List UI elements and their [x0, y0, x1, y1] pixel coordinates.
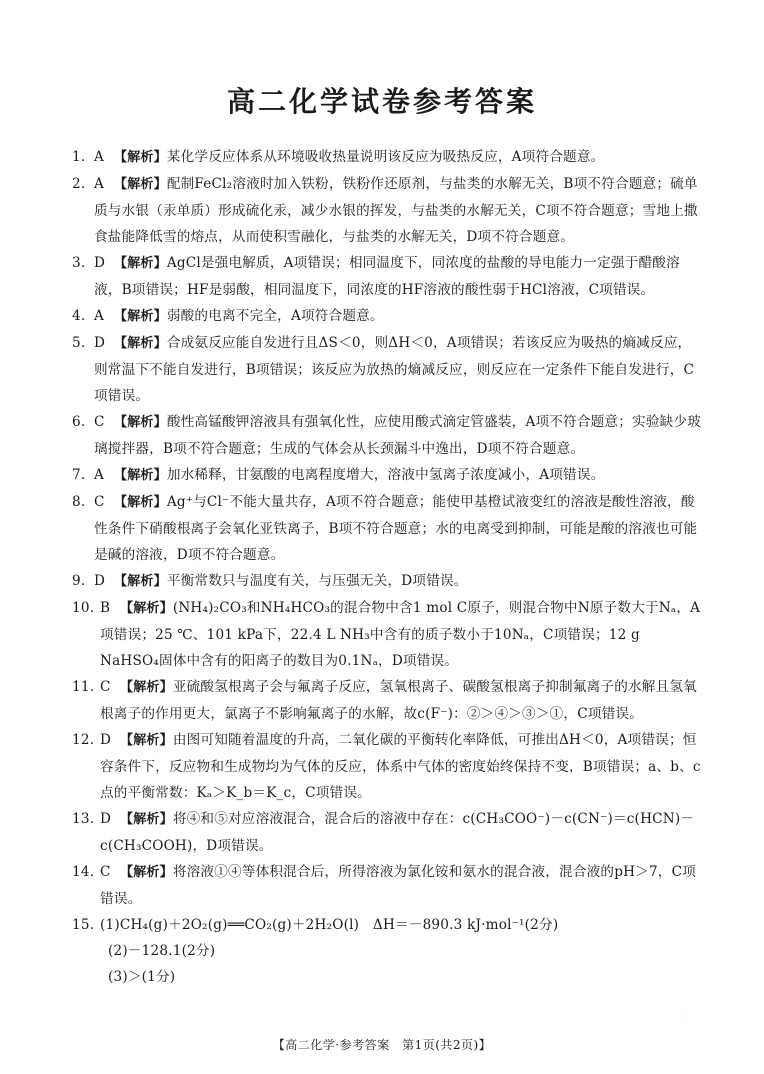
answer-item-12: [72, 727, 702, 806]
analysis-text: (NH₄)₂CO₃和NH₄HCO₃的混合物中含1 mol C原子，则混合物中N原子数大于Nₐ，A项错误；25 ℃、101 kPa下，22.4 L NH₃中含有的质子数小于10Nₐ，C项错误；12 g NaHSO₄固体中含有的阳离子的数目为0.1Nₐ，D项错误。: [100, 600, 701, 669]
answer-letter: A: [94, 467, 105, 483]
analysis-tag: 【解析】: [120, 680, 173, 695]
analysis-tag: 【解析】: [114, 495, 167, 510]
answer-item-1: [72, 144, 702, 171]
analysis-tag: 【解析】: [114, 415, 167, 430]
answer-letter: A: [94, 149, 105, 165]
item-number: 7.: [72, 467, 86, 483]
analysis-text: 合成氨反应能自发进行且ΔS＜0，则ΔH＜0，A项错误；若该反应为吸热的熵减反应，则常温下不能自发进行，B项错误；该反应为放热的熵减反应，则反应在一定条件下能自发进行，C项错误。: [94, 335, 695, 404]
corner-mark: ··: [686, 1012, 692, 1021]
item-number: 6.: [72, 414, 86, 430]
answer-letter: A: [94, 308, 105, 324]
q15-part-3: (3)＞(1分): [108, 969, 176, 985]
answer-item-11: [72, 674, 702, 727]
answer-item-5: [72, 330, 702, 409]
page-title: 高二化学试卷参考答案: [226, 85, 537, 118]
answer-item-6: [72, 409, 702, 462]
answer-item-14: [72, 859, 702, 912]
item-number: 8.: [72, 494, 86, 510]
analysis-tag: 【解析】: [114, 468, 167, 483]
answer-letter: C: [100, 679, 111, 695]
analysis-text: 弱酸的电离不完全，A项符合题意。: [166, 308, 384, 324]
answer-letter: C: [100, 864, 111, 880]
answer-letter: B: [100, 600, 111, 616]
item-number: 14.: [72, 864, 95, 880]
item-number: 2.: [72, 176, 86, 192]
answer-item-4: [72, 303, 702, 330]
answer-letter: C: [94, 494, 105, 510]
q15-part-1: (1)CH₄(g)＋2O₂(g)══CO₂(g)＋2H₂O(l) ΔH＝－890.3 kJ·mol⁻¹(2分): [100, 917, 559, 933]
answer-item-3: [72, 250, 702, 303]
analysis-tag: 【解析】: [114, 150, 167, 165]
analysis-text: 配制FeCl₂溶液时加入铁粉，铁粉作还原剂，与盐类的水解无关，B项不符合题意；硫单质与水银（汞单质）形成硫化汞，减少水银的挥发，与盐类的水解无关，C项不符合题意；雪地上撒食盐能降低雪的熔点，从而使积雪融化，与盐类的水解无关，D项不符合题意。: [94, 176, 698, 245]
analysis-text: 某化学反应体系从环境吸收热量说明该反应为吸热反应，A项符合题意。: [166, 149, 605, 165]
q15-part-2: (2)－128.1(2分): [108, 943, 216, 959]
analysis-tag: 【解析】: [114, 336, 167, 351]
analysis-tag: 【解析】: [114, 177, 167, 192]
page-footer: 【高二化学·参考答案 第1页(共2页)】: [272, 1038, 492, 1052]
answer-item-13: [72, 806, 702, 859]
analysis-text: 将溶液①④等体积混合后，所得溶液为氯化铵和氨水的混合液，混合液的pH＞7，C项错误。: [100, 864, 696, 907]
answer-letter: A: [94, 176, 105, 192]
analysis-text: 亚硫酸氢根离子会与氟离子反应，氢氧根离子、碳酸氢根离子抑制氟离子的水解且氢氧根离子的作用更大，氯离子不影响氟离子的水解，故c(F⁻)：②＞④＞③＞①，C项错误。: [100, 679, 697, 722]
analysis-tag: 【解析】: [120, 812, 173, 827]
analysis-text: 加水稀释，甘氨酸的电离程度增大，溶液中氢离子浓度减小，A项错误。: [166, 467, 605, 483]
item-number: 1.: [72, 149, 86, 165]
item-number: 15.: [72, 917, 95, 933]
answer-letter: D: [94, 255, 106, 271]
answer-item-10: [72, 595, 702, 674]
answer-letter: C: [94, 414, 105, 430]
item-number: 13.: [72, 811, 95, 827]
item-number: 12.: [72, 732, 95, 748]
answer-item-7: [72, 462, 702, 489]
analysis-tag: 【解析】: [114, 574, 167, 589]
analysis-tag: 【解析】: [114, 256, 167, 271]
analysis-text: Ag⁺与Cl⁻不能大量共存，A项不符合题意；能使甲基橙试液变红的溶液是酸性溶液，酸性条件下硝酸根离子会氧化亚铁离子，B项不符合题意；水的电离受到抑制，可能是酸的溶液也可能是碱的溶液，D项不符合题意。: [94, 494, 698, 563]
answer-letter: D: [100, 811, 112, 827]
analysis-text: 由图可知随着温度的升高，二氧化碳的平衡转化率降低，可推出ΔH＜0，A项错误；恒容条件下，反应物和生成物均为气体的反应，体系中气体的密度始终保持不变，B项错误；a、b、c点的平衡常数：Kₐ＞K_b＝K_c，C项错误。: [100, 732, 701, 801]
item-number: 4.: [72, 308, 86, 324]
answer-item-15: [72, 912, 702, 990]
item-number: 9.: [72, 573, 86, 589]
item-number: 11.: [72, 679, 95, 695]
answer-letter: D: [94, 335, 106, 351]
analysis-tag: 【解析】: [120, 865, 173, 880]
analysis-text: 酸性高锰酸钾溶液具有强氧化性，应使用酸式滴定管盛装，A项不符合题意；实验缺少玻璃搅拌器，B项不符合题意；生成的气体会从长颈漏斗中逸出，D项不符合题意。: [94, 414, 701, 457]
analysis-text: 平衡常数只与温度有关，与压强无关，D项错误。: [166, 573, 468, 589]
item-number: 3.: [72, 255, 86, 271]
answer-item-8: [72, 489, 702, 568]
answer-item-9: [72, 568, 702, 595]
analysis-tag: 【解析】: [114, 309, 167, 324]
answer-item-2: [72, 171, 702, 250]
analysis-text: AgCl是强电解质，A项错误；相同温度下，同浓度的盐酸的导电能力一定强于醋酸溶液，B项错误；HF是弱酸，相同温度下，同浓度的HF溶液的酸性弱于HCl溶液，C项错误。: [94, 255, 680, 298]
answer-letter: D: [100, 732, 112, 748]
answer-letter: D: [94, 573, 106, 589]
analysis-text: 将④和⑤对应溶液混合，混合后的溶液中存在：c(CH₃COO⁻)－c(CN⁻)＝c(HCN)－c(CH₃COOH)，D项错误。: [100, 811, 695, 854]
answer-list: [72, 144, 702, 990]
item-number: 5.: [72, 335, 86, 351]
analysis-tag: 【解析】: [120, 601, 173, 616]
analysis-tag: 【解析】: [120, 733, 173, 748]
item-number: 10.: [72, 600, 95, 616]
